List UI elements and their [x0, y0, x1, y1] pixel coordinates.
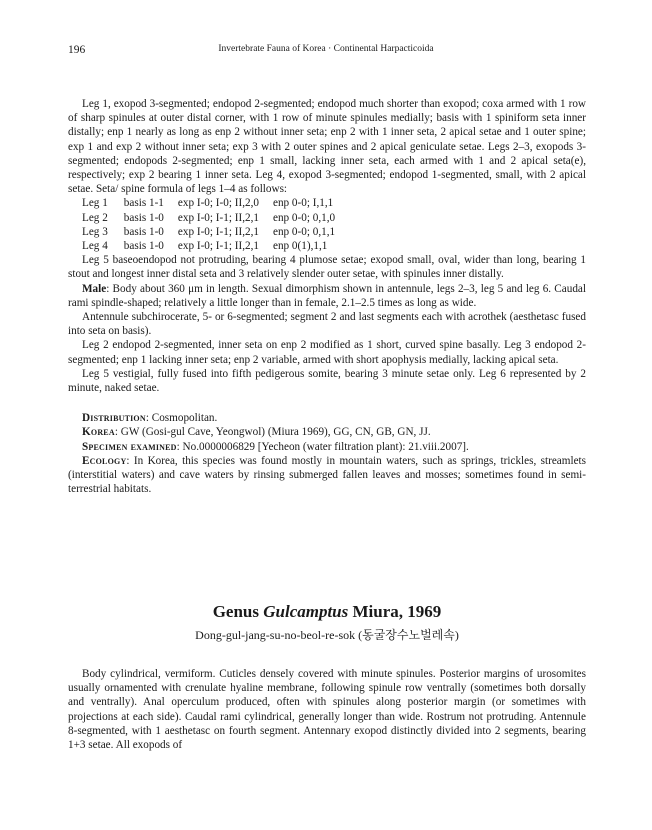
genus-korean-name: Dong-gul-jang-su-no-beol-re-sok (동굴장수노벌레속) [195, 628, 459, 642]
genus-title-prefix: Genus [212, 602, 264, 621]
genus-description [68, 667, 586, 752]
male-text: : Body about 360 μm in length. Sexual dimorphism shown in antennule, legs 2–3, leg 5 and leg 6. Caudal rami spindle-shaped; relatively a little longer than in female, 2.1–2.5 times as long as wide. [68, 282, 586, 309]
formula-enp: enp 0-0; 0,1,0 [272, 211, 336, 224]
specimen-label: Specimen examined [82, 440, 177, 453]
specimen-examined [68, 440, 586, 454]
paragraph-genus: Body cylindrical, vermiform. Cuticles densely covered with minute spinules. Posterior margins of urosomites usually ornamented with crenulate hyaline membrane, following spinule row ventrally (sometimes both dorsally and ventrally). Anal operculum produced, often with spinules along posterior margin (or sometimes with projections at each side). Caudal rami cylindrical, generally longer than wide. Rostrum not protruding. Antennule 8-segmented, with 1 aesthetasc on fourth segment. Antennary exopod distinctly divided into 2 segments, bearing 1+3 setae. All exopods of [68, 668, 586, 752]
paragraph-leg1: Leg 1, exopod 3-segmented; endopod 2-segmented; endopod much shorter than exopod; coxa armed with 1 row of sharp spinules at outer distal corner, with 1 row of minute spinules medially; basis with 1 spiniform seta inner distally; enp 1 nearly as long as enp 2 without inner seta; enp 2 with 1 inner seta, 2 apical setae and 1 outer spine; exp 1 and exp 2 without inner seta; exp 3 with 2 outer spines and 2 apical geniculate setae. Legs 2–3, exopods 3-segmented; endopods 2-segmented; enp 1 small, lacking inner seta, each armed with 1 and 2 apical seta(e), respectively; exp 2 bearing 1 inner seta. Leg 4, exopod 3-segmented; endopod 1-segmented, small, with 2 apical setae. Seta/ spine formula of legs 1–4 as follows: [68, 98, 586, 196]
formula-basis: basis 1-0 [123, 211, 164, 224]
species-description [68, 97, 586, 496]
ecology-text: : In Korea, this species was found mostly in mountain waters, such as springs, trickles, streamlets (interstitial waters) and cave waters by rinsing submerged fallen leaves and mosses; sometimes found in semi-terrestrial habitats. [68, 454, 586, 496]
running-title: Invertebrate Fauna of Korea · Continental Harpacticoida [218, 44, 434, 54]
formula-exp: exp I-0; I-1; II,2,1 [177, 211, 259, 224]
ecology-label: Ecology [82, 454, 127, 467]
formula-basis: basis 1-0 [123, 240, 164, 253]
paragraph-male [68, 282, 586, 310]
male-label: Male [82, 282, 107, 295]
paragraph-leg5: Leg 5 baseoendopod not protruding, bearing 4 plumose setae; exopod small, oval, wider than long, bearing 1 stout and longest inner distal seta and 3 relatively slender outer setae, with spinules inner distally. [68, 254, 586, 281]
formula-exp: exp I-0; I-1; II,2,1 [177, 225, 259, 238]
distribution-text: : Cosmopolitan. [145, 412, 218, 425]
genus-authority: Miura, 1969 [348, 602, 442, 621]
formula-enp: enp 0(1),1,1 [272, 240, 328, 253]
seta-spine-formula-table [82, 196, 349, 253]
table-row [82, 225, 349, 239]
formula-leg: Leg 1 [82, 197, 108, 210]
ecology [68, 454, 586, 497]
formula-basis: basis 1-0 [123, 225, 164, 238]
table-row [82, 196, 349, 210]
korea-text: : GW (Gosi-gul Cave, Yeongwol) (Miura 1969), GG, CN, GB, GN, JJ. [114, 426, 431, 439]
genus-title [68, 601, 586, 623]
formula-enp: enp 0-0; I,1,1 [272, 197, 334, 210]
formula-exp: exp I-0; I-0; II,2,0 [177, 197, 259, 210]
page-header [68, 44, 584, 60]
formula-enp: enp 0-0; 0,1,1 [272, 225, 336, 238]
formula-exp: exp I-0; I-1; II,2,1 [177, 240, 259, 253]
paragraph-antennule: Antennule subchirocerate, 5- or 6-segmented; segment 2 and last segments each with acrothek (aesthetasc fused into seta on basis). [68, 311, 586, 338]
formula-leg: Leg 3 [82, 225, 108, 238]
genus-heading [68, 601, 586, 644]
table-row [82, 239, 349, 253]
formula-leg: Leg 4 [82, 240, 108, 253]
distribution-label: Distribution [82, 412, 146, 425]
table-row [82, 211, 349, 225]
formula-leg: Leg 2 [82, 211, 108, 224]
specimen-text: : No.0000006829 [Yecheon (water filtration plant): 21.viii.2007]. [176, 440, 469, 453]
page-number: 196 [68, 44, 86, 56]
paragraph-leg5-male: Leg 5 vestigial, fully fused into fifth pedigerous somite, bearing 3 minute setae only. Leg 6 represented by 2 minute, naked setae. [68, 367, 586, 395]
genus-name: Gulcamptus [263, 602, 349, 621]
korea-label: Korea [82, 426, 115, 439]
distribution [68, 411, 586, 425]
formula-basis: basis 1-1 [123, 197, 164, 210]
korea-records [68, 425, 586, 439]
paragraph-leg2-male: Leg 2 endopod 2-segmented, inner seta on enp 2 modified as 1 short, curved spine basally. Leg 3 endopod 2-segmented; enp 1 lacking inner seta; enp 2 variable, armed with short apophysis medially, lacking apical seta. [68, 339, 586, 366]
